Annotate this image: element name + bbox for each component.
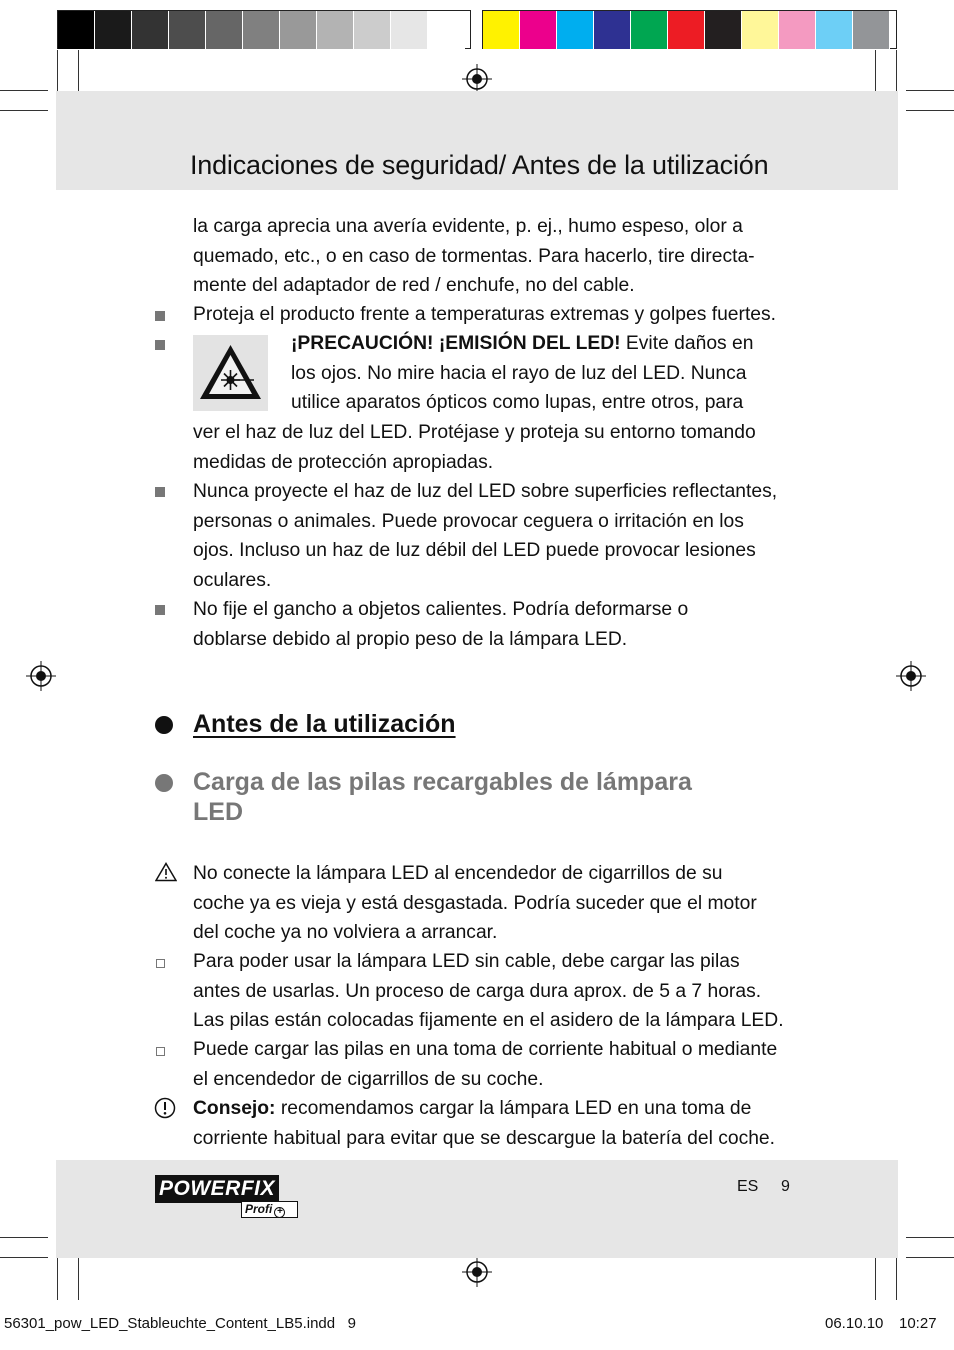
color-swatch	[132, 11, 169, 49]
color-swatch	[557, 11, 594, 49]
square-bullet-icon	[155, 487, 165, 497]
color-bar-right	[483, 11, 890, 49]
text-line: oculares.	[193, 569, 272, 591]
crop-mark	[906, 110, 954, 111]
color-swatch	[742, 11, 779, 49]
color-swatch	[243, 11, 280, 49]
text-line: ojos. Incluso un haz de luz débil del LED puede provocar lesiones	[193, 540, 756, 561]
crop-mark	[906, 90, 954, 91]
color-swatch	[169, 11, 206, 49]
warning-paragraph	[193, 859, 803, 948]
crop-mark	[0, 90, 48, 91]
text-line: utilice aparatos ópticos como lupas, entre otros, para	[291, 392, 744, 413]
text-line: quemado, etc., o en caso de tormentas. Para hacerlo, tire directa-	[193, 245, 755, 267]
page-number: 9	[781, 1178, 790, 1195]
text-line: Proteja el producto frente a temperaturas extremas y golpes fuertes.	[193, 304, 777, 325]
color-swatch	[95, 11, 132, 49]
text-line: personas o animales. Puede provocar ceguera o irritación en los	[193, 510, 744, 532]
text-line: No conecte la lámpara LED al encendedor de cigarrillos de su	[193, 863, 723, 884]
step-checkbox-icon	[156, 1047, 165, 1056]
bullet-item	[193, 595, 803, 654]
crop-mark	[875, 1252, 876, 1300]
text-line: la carga aprecia una avería evidente, p. ej., humo espeso, olor a	[193, 216, 743, 237]
square-bullet-icon	[155, 311, 165, 321]
text-line: los ojos. No mire hacia el rayo de luz del LED. Nunca	[291, 362, 747, 384]
heading-dot-icon	[155, 716, 173, 734]
bullet-item-laser	[291, 329, 811, 418]
registration-mark-icon	[26, 661, 56, 691]
text-line: Puede cargar las pilas en una toma de corriente habitual o mediante	[193, 1039, 778, 1060]
intro-paragraph	[193, 212, 803, 301]
step-item	[193, 947, 803, 1036]
square-bullet-icon	[155, 340, 165, 350]
laser-caution-label: ¡PRECAUCIÓN! ¡EMISIÓN DEL LED!	[291, 333, 621, 354]
crop-mark	[78, 1252, 79, 1300]
heading-line: LED	[193, 798, 243, 826]
sub-brand-logo-text	[241, 1201, 298, 1218]
heading-line: Carga de las pilas recargables de lámpara	[193, 768, 692, 796]
bullet-item	[193, 300, 803, 330]
plus-circle-icon: +	[274, 1207, 285, 1218]
crop-mark	[0, 1257, 48, 1258]
text-line: corriente habitual para evitar que se descargue la batería del coche.	[193, 1127, 776, 1149]
crop-mark	[0, 1237, 48, 1238]
color-swatch	[520, 11, 557, 49]
text-line: ver el haz de luz del LED. Protéjase y proteja su entorno tomando	[193, 422, 756, 443]
laser-warning-sign	[193, 335, 268, 411]
page-title: Indicaciones de seguridad/ Antes de la utilización	[190, 150, 769, 180]
step-checkbox-icon	[156, 959, 165, 968]
warning-triangle-icon	[155, 862, 177, 882]
language-code: ES	[737, 1178, 759, 1195]
color-swatch	[483, 11, 520, 49]
text-line: doblarse debido al propio peso de la lámpara LED.	[193, 628, 628, 650]
text-segment: Evite daños en	[620, 333, 754, 354]
powerfix-logo	[155, 1175, 300, 1220]
color-swatch	[631, 11, 668, 49]
color-swatch	[206, 11, 243, 49]
laser-warning-icon	[193, 335, 268, 411]
tip-paragraph	[193, 1094, 813, 1153]
crop-mark	[0, 110, 48, 111]
text-line: antes de usarlas. Un proceso de carga dura aprox. de 5 a 7 horas.	[193, 980, 762, 1002]
brand-logo-text: POWERFIX	[155, 1175, 279, 1203]
color-swatch	[354, 11, 391, 49]
registration-mark-icon	[462, 64, 492, 94]
text-line: medidas de protección apropiadas.	[193, 451, 494, 473]
text-line: No fije el gancho a objetos calientes. Podría deformarse o	[193, 599, 689, 620]
section-heading-antes: Antes de la utilización	[193, 710, 456, 738]
text-line: Para poder usar la lámpara LED sin cable, debe cargar las pilas	[193, 951, 740, 972]
color-swatch	[816, 11, 853, 49]
crop-mark	[906, 1257, 954, 1258]
color-swatch	[853, 11, 890, 49]
color-swatch	[317, 11, 354, 49]
slug-file: 56301_pow_LED_Stableuchte_Content_LB5.indd 9	[4, 1315, 356, 1332]
crop-mark	[896, 1252, 897, 1300]
text-line: del coche ya no volviera a arrancar.	[193, 922, 498, 943]
color-swatch	[594, 11, 631, 49]
registration-mark-icon	[896, 661, 926, 691]
color-swatch	[668, 11, 705, 49]
heading-dot-icon	[155, 774, 173, 792]
crop-mark	[906, 1237, 954, 1238]
section-heading-carga	[193, 767, 692, 827]
text-line: Las pilas están colocadas fijamente en el asidero de la lámpara LED.	[193, 1010, 784, 1031]
slug-date: 06.10.10	[825, 1315, 884, 1332]
tip-exclamation-icon	[154, 1097, 176, 1119]
color-swatch	[779, 11, 816, 49]
text-line	[193, 1094, 813, 1124]
color-swatch	[391, 11, 428, 49]
sub-brand-label: Profi	[245, 1202, 273, 1216]
color-swatch	[705, 11, 742, 49]
text-line	[291, 329, 811, 359]
text-segment: recomendamos cargar la lámpara LED en una toma de	[275, 1098, 752, 1119]
color-swatch	[58, 11, 95, 49]
bullet-item-laser-continued	[193, 418, 803, 477]
color-swatch	[280, 11, 317, 49]
crop-mark	[57, 1252, 58, 1300]
slug-time: 10:27	[899, 1315, 937, 1332]
square-bullet-icon	[155, 605, 165, 615]
step-item	[193, 1035, 803, 1094]
registration-mark-icon	[462, 1257, 492, 1287]
color-swatch	[428, 11, 465, 49]
text-line: el encendedor de cigarrillos de su coche.	[193, 1068, 544, 1090]
text-line: mente del adaptador de red / enchufe, no del cable.	[193, 275, 635, 296]
tip-label: Consejo:	[193, 1098, 276, 1119]
color-bar-left	[58, 11, 465, 49]
text-line: coche ya es vieja y está desgastada. Podría suceder que el motor	[193, 892, 757, 914]
bullet-item	[193, 477, 803, 595]
text-line: Nunca proyecte el haz de luz del LED sobre superficies reflectantes,	[193, 481, 778, 502]
